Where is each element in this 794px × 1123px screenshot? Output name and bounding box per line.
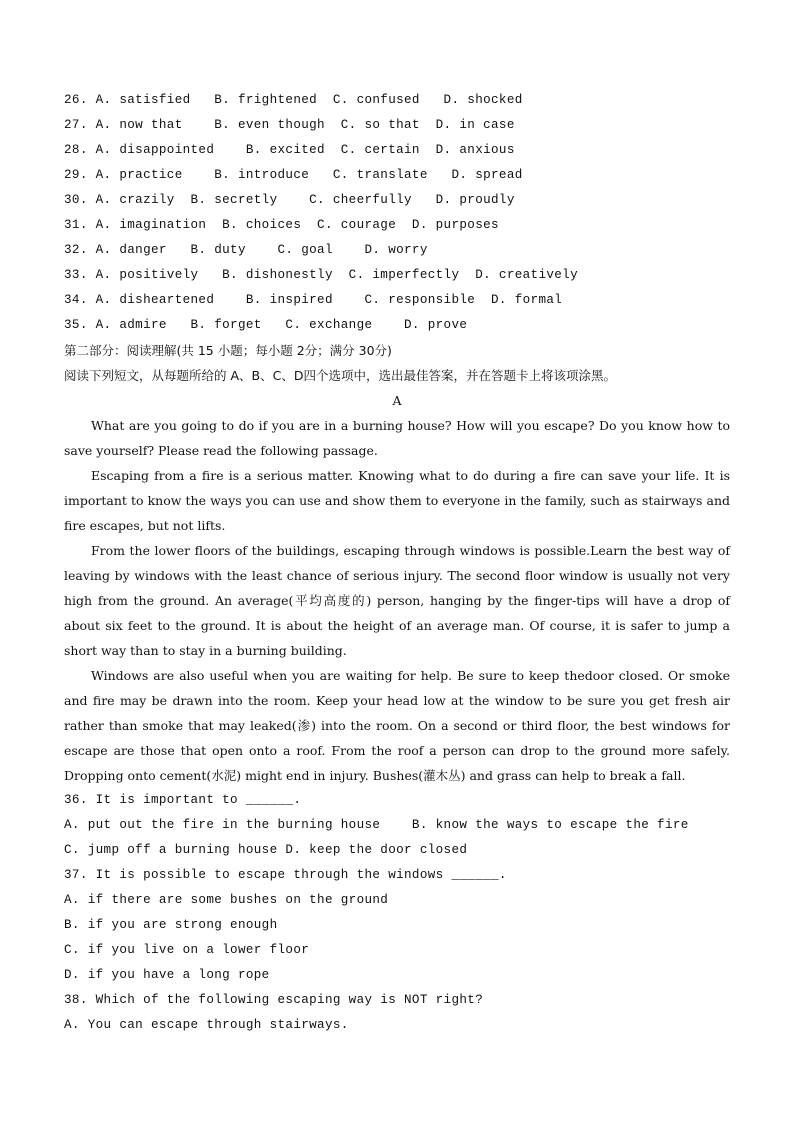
passage-paragraph: Windows are also useful when you are waiting for help. Be sure to keep thedoor closed. Or smoke and fire may be drawn into the room. Keep your head low at the window to be sure you get fresh air rather than smoke that may leaked(渗) into the room. On a second or third floor, the best windows for escape are those that open onto a roof. From the roof a person can drop to the ground more safely. Dropping onto cement(水泥) might end in injury. Bushes(灌木丛) and grass can help to break a fall. bbox=[64, 668, 730, 783]
option-line: 26. A. satisfied B. frightened C. confused D. shocked bbox=[64, 93, 523, 107]
passage-paragraph: Escaping from a fire is a serious matter. Knowing what to do during a fire can save your life. It is important to know the ways you can use and show them to everyone in the family, such as stairways and fire escapes, but not lifts. bbox=[64, 468, 730, 533]
question-option: D. if you have a long rope bbox=[64, 968, 270, 982]
question-option: A. if there are some bushes on the ground bbox=[64, 893, 389, 907]
question-option: A. put out the fire in the burning house B. know the ways to escape the fire bbox=[64, 818, 689, 832]
question-option: B. if you are strong enough bbox=[64, 918, 278, 932]
option-line: 30. A. crazily B. secretly C. cheerfully D. proudly bbox=[64, 193, 515, 207]
question-stem: 37. It is possible to escape through the windows ______. bbox=[64, 868, 507, 882]
question-option: C. jump off a burning house D. keep the door closed bbox=[64, 843, 468, 857]
question-stem: 38. Which of the following escaping way is NOT right? bbox=[64, 993, 484, 1007]
option-line: 28. A. disappointed B. excited C. certain D. anxious bbox=[64, 143, 515, 157]
passage-label: A bbox=[392, 393, 402, 408]
option-line: 32. A. danger B. duty C. goal D. worry bbox=[64, 243, 428, 257]
cloze-options bbox=[64, 88, 730, 338]
passage-paragraph: From the lower floors of the buildings, escaping through windows is possible.Learn the best way of leaving by windows with the least chance of serious injury. The second floor window is usually not very high from the ground. An average(平均高度的) person, hanging by the finger-tips will have a drop of about six feet to the ground. It is about the height of an average man. Of course, it is safer to jump a short way than to stay in a burning building. bbox=[64, 543, 730, 658]
section-title: 第二部分：阅读理解(共 15 小题；每小题 2分；满分 30分) bbox=[64, 343, 392, 358]
section-instruction: 阅读下列短文，从每题所给的 A、B、C、D四个选项中，选出最佳答案，并在答题卡上将该项涂黑。 bbox=[64, 368, 616, 383]
exam-page bbox=[64, 88, 730, 1038]
option-line: 33. A. positively B. dishonestly C. imperfectly D. creatively bbox=[64, 268, 578, 282]
question-option: A. You can escape through stairways. bbox=[64, 1018, 349, 1032]
option-line: 27. A. now that B. even though C. so that D. in case bbox=[64, 118, 515, 132]
option-line: 29. A. practice B. introduce C. translate D. spread bbox=[64, 168, 523, 182]
questions bbox=[64, 788, 730, 1038]
option-line: 34. A. disheartened B. inspired C. responsible D. formal bbox=[64, 293, 563, 307]
question-option: C. if you live on a lower floor bbox=[64, 943, 310, 957]
question-stem: 36. It is important to ______. bbox=[64, 793, 302, 807]
option-line: 31. A. imagination B. choices C. courage D. purposes bbox=[64, 218, 499, 232]
passage bbox=[64, 413, 730, 788]
passage-paragraph: What are you going to do if you are in a burning house? How will you escape? Do you know how to save yourself? Please read the following passage. bbox=[64, 418, 730, 458]
option-line: 35. A. admire B. forget C. exchange D. prove bbox=[64, 318, 468, 332]
